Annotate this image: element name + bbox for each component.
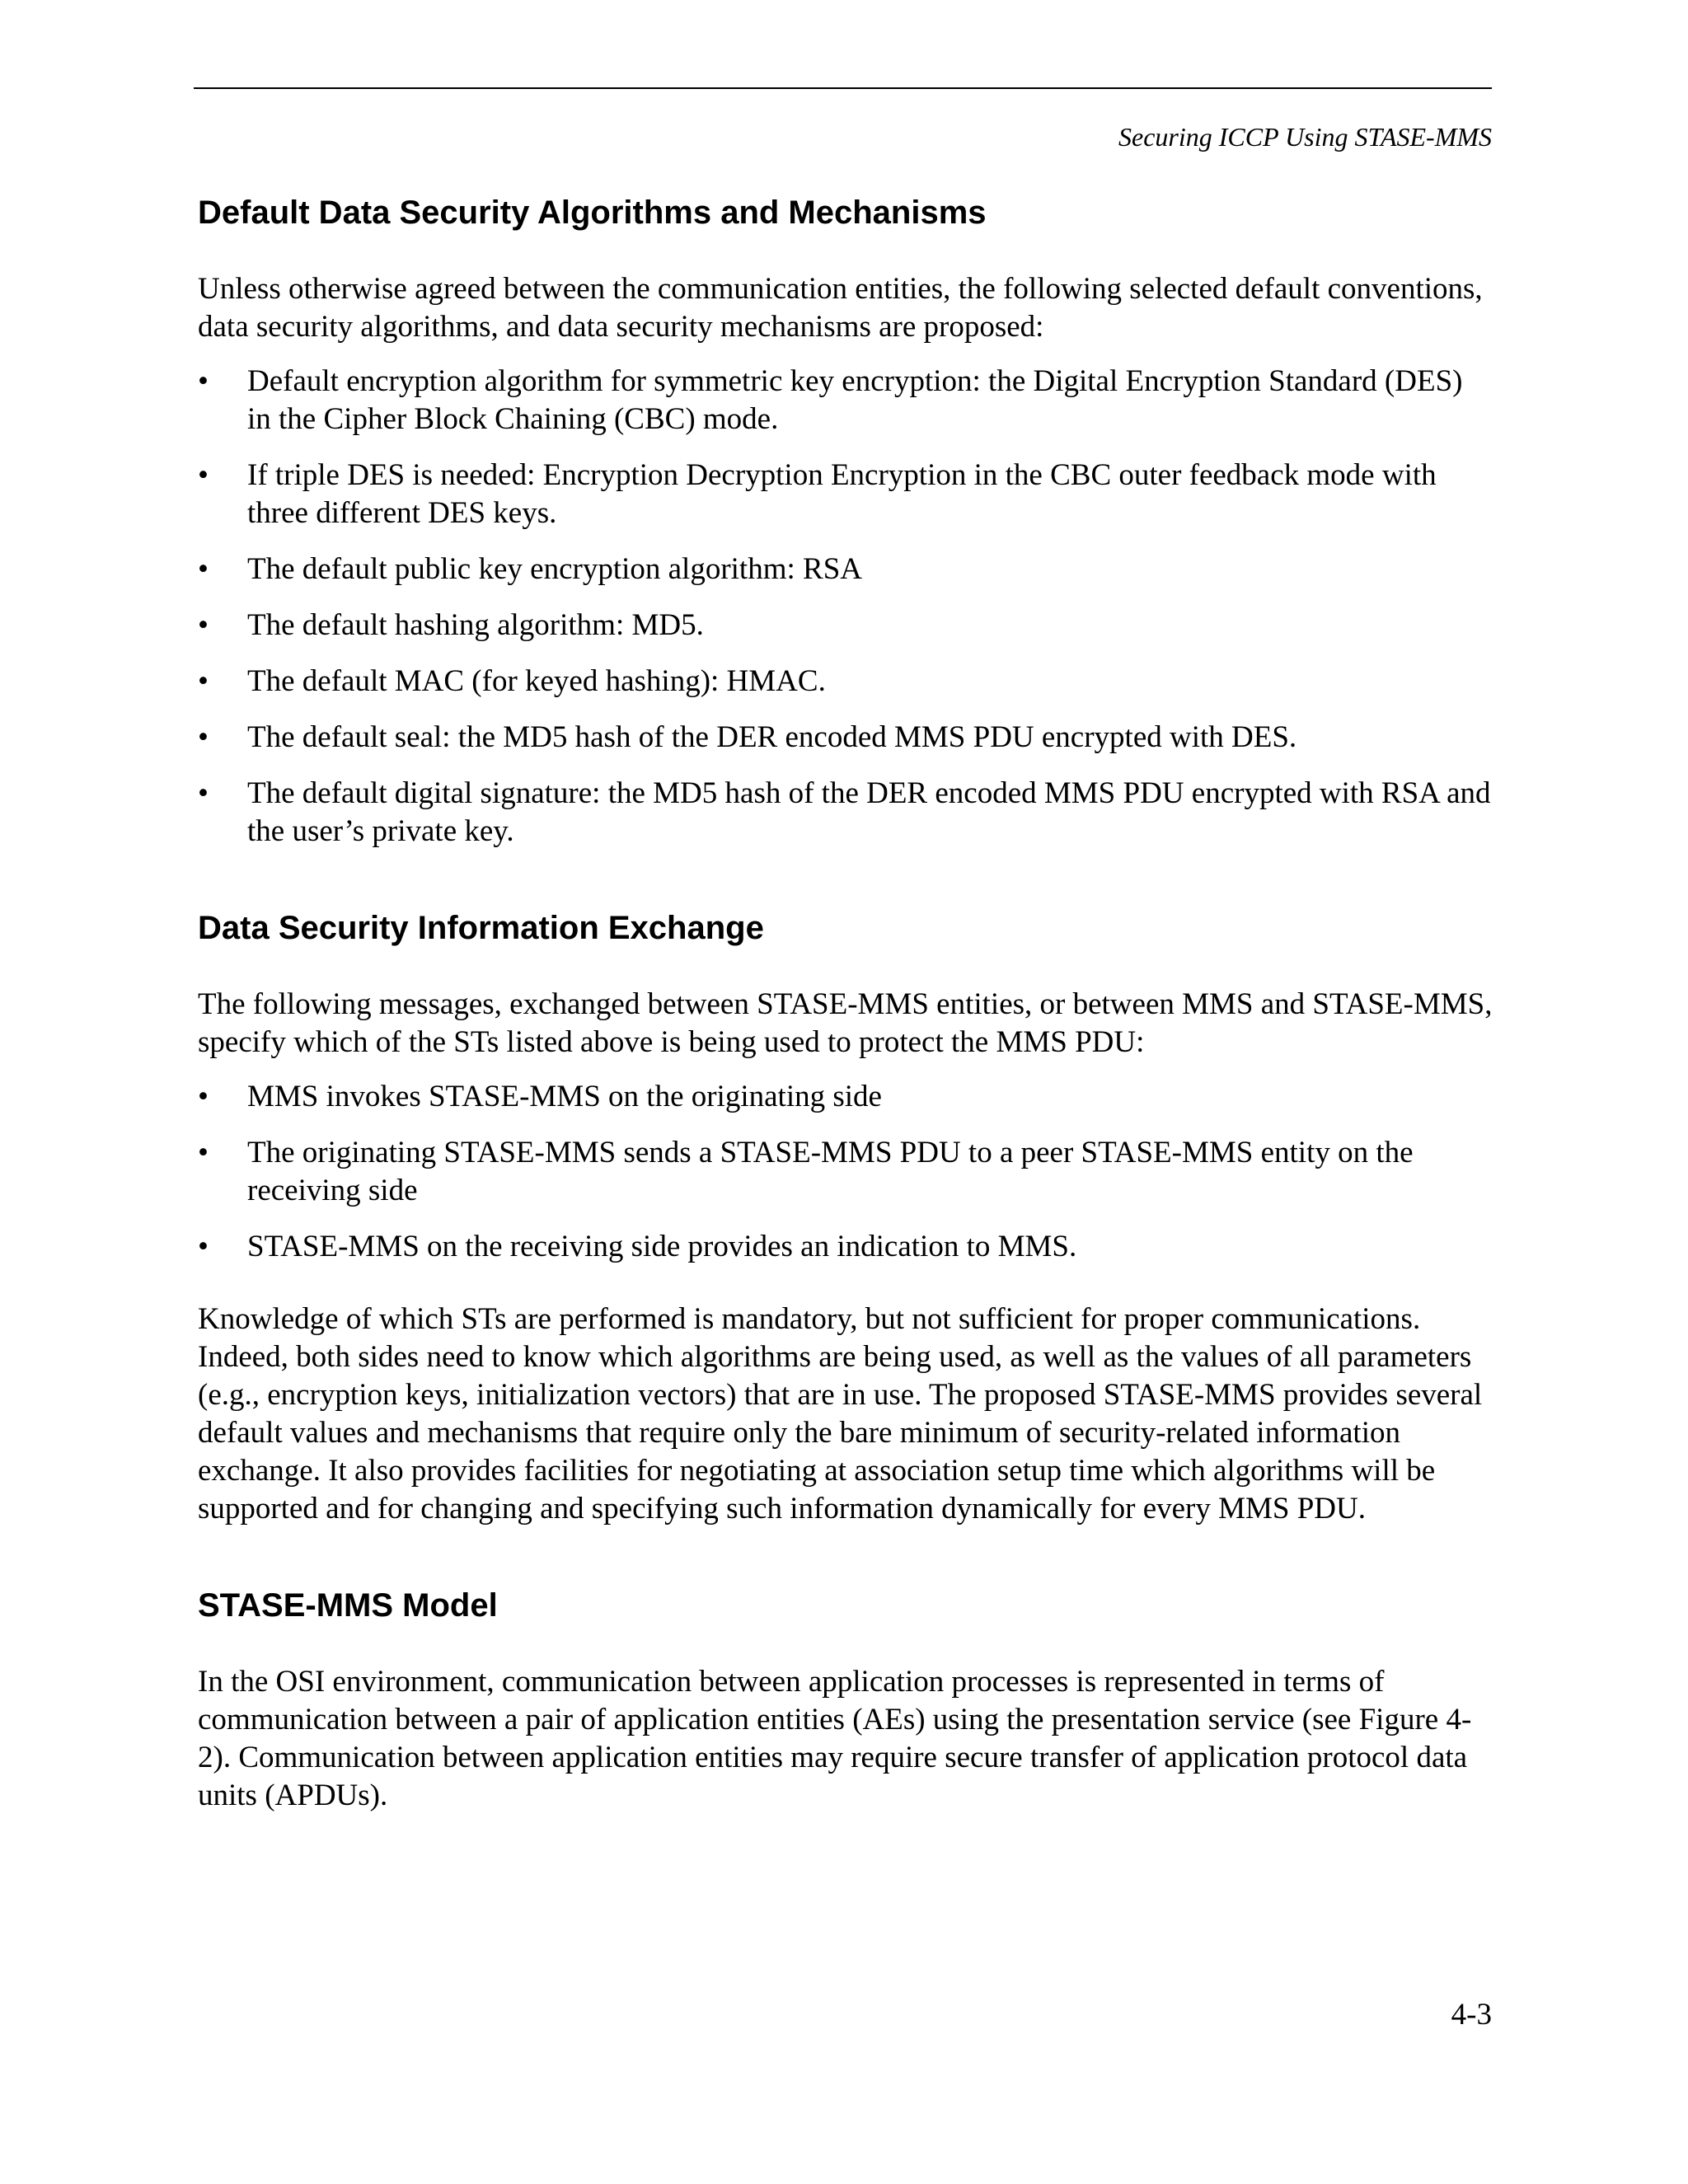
section-intro-stase-mms-model: In the OSI environment, communication between application processes is represented in terms of communication between a pair of application entities (AEs) using the presentation service (see Figure 4-2). Communication between application entities may require secure transfer of application protocol data units (APDUs).	[198, 1665, 1472, 1812]
running-header: Securing ICCP Using STASE-MMS	[1118, 122, 1492, 152]
list-item-text: The default public key encryption algorithm: RSA	[247, 552, 862, 586]
list-item-text: The originating STASE-MMS sends a STASE-MMS PDU to a peer STASE-MMS entity on the receiving side	[247, 1136, 1414, 1207]
list-item	[198, 551, 1493, 588]
bullet-list-default-algorithms	[198, 363, 1493, 851]
section-heading-information-exchange: Data Security Information Exchange	[198, 910, 764, 946]
header-rule	[194, 87, 1492, 89]
bullet-icon: •	[198, 1136, 209, 1169]
list-item-text: The default MAC (for keyed hashing): HMAC.	[247, 664, 826, 698]
list-item	[198, 607, 1493, 644]
bullet-icon: •	[198, 608, 209, 642]
section-heading-default-algorithms: Default Data Security Algorithms and Mechanisms	[198, 194, 987, 231]
page-number: 4-3	[1451, 1998, 1492, 2032]
list-item	[198, 1228, 1493, 1266]
list-item	[198, 775, 1493, 851]
list-item-text: Default encryption algorithm for symmetric key encryption: the Digital Encryption Standard (DES) in the Cipher Block Chaining (CBC) mode.	[247, 364, 1463, 436]
bullet-icon: •	[198, 458, 209, 492]
list-item-text: If triple DES is needed: Encryption Decryption Encryption in the CBC outer feedback mode with three different DES keys.	[247, 458, 1437, 530]
list-item-text: The default seal: the MD5 hash of the DER encoded MMS PDU encrypted with DES.	[247, 720, 1297, 754]
list-item-text: The default digital signature: the MD5 hash of the DER encoded MMS PDU encrypted with RSA and the user’s private key.	[247, 776, 1491, 848]
section-heading-stase-mms-model: STASE-MMS Model	[198, 1587, 498, 1624]
bullet-icon: •	[198, 1080, 209, 1113]
list-item	[198, 1134, 1493, 1210]
list-item	[198, 719, 1493, 757]
bullet-icon: •	[198, 364, 209, 398]
bullet-icon: •	[198, 720, 209, 754]
bullet-icon: •	[198, 664, 209, 698]
list-item	[198, 663, 1493, 701]
section-body-information-exchange: Knowledge of which STs are performed is mandatory, but not sufficient for proper communications. Indeed, both sides need to know which algorithms are being used, as well as the values of all parameters (e.g., encryption keys, initialization vectors) that are in use. The proposed STASE-MMS provides several default values and mechanisms that require only the bare minimum of security-related information exchange. It also provides facilities for negotiating at association setup time which algorithms will be supported and for changing and specifying such information dynamically for every MMS PDU.	[198, 1302, 1483, 1526]
list-item	[198, 1078, 1493, 1116]
page-content	[198, 191, 1493, 1815]
list-item-text: The default hashing algorithm: MD5.	[247, 608, 704, 642]
list-item-text: STASE-MMS on the receiving side provides an indication to MMS.	[247, 1230, 1077, 1263]
list-item	[198, 457, 1493, 532]
bullet-list-information-exchange	[198, 1078, 1493, 1266]
bullet-icon: •	[198, 776, 209, 810]
section-intro-default-algorithms: Unless otherwise agreed between the communication entities, the following selected default conventions, data security algorithms, and data security mechanisms are proposed:	[198, 272, 1483, 344]
bullet-icon: •	[198, 552, 209, 586]
list-item	[198, 363, 1493, 438]
list-item-text: MMS invokes STASE-MMS on the originating side	[247, 1080, 882, 1113]
section-intro-information-exchange: The following messages, exchanged between STASE-MMS entities, or between MMS and STASE-MMS, specify which of the STs listed above is being used to protect the MMS PDU:	[198, 987, 1493, 1059]
bullet-icon: •	[198, 1230, 209, 1263]
